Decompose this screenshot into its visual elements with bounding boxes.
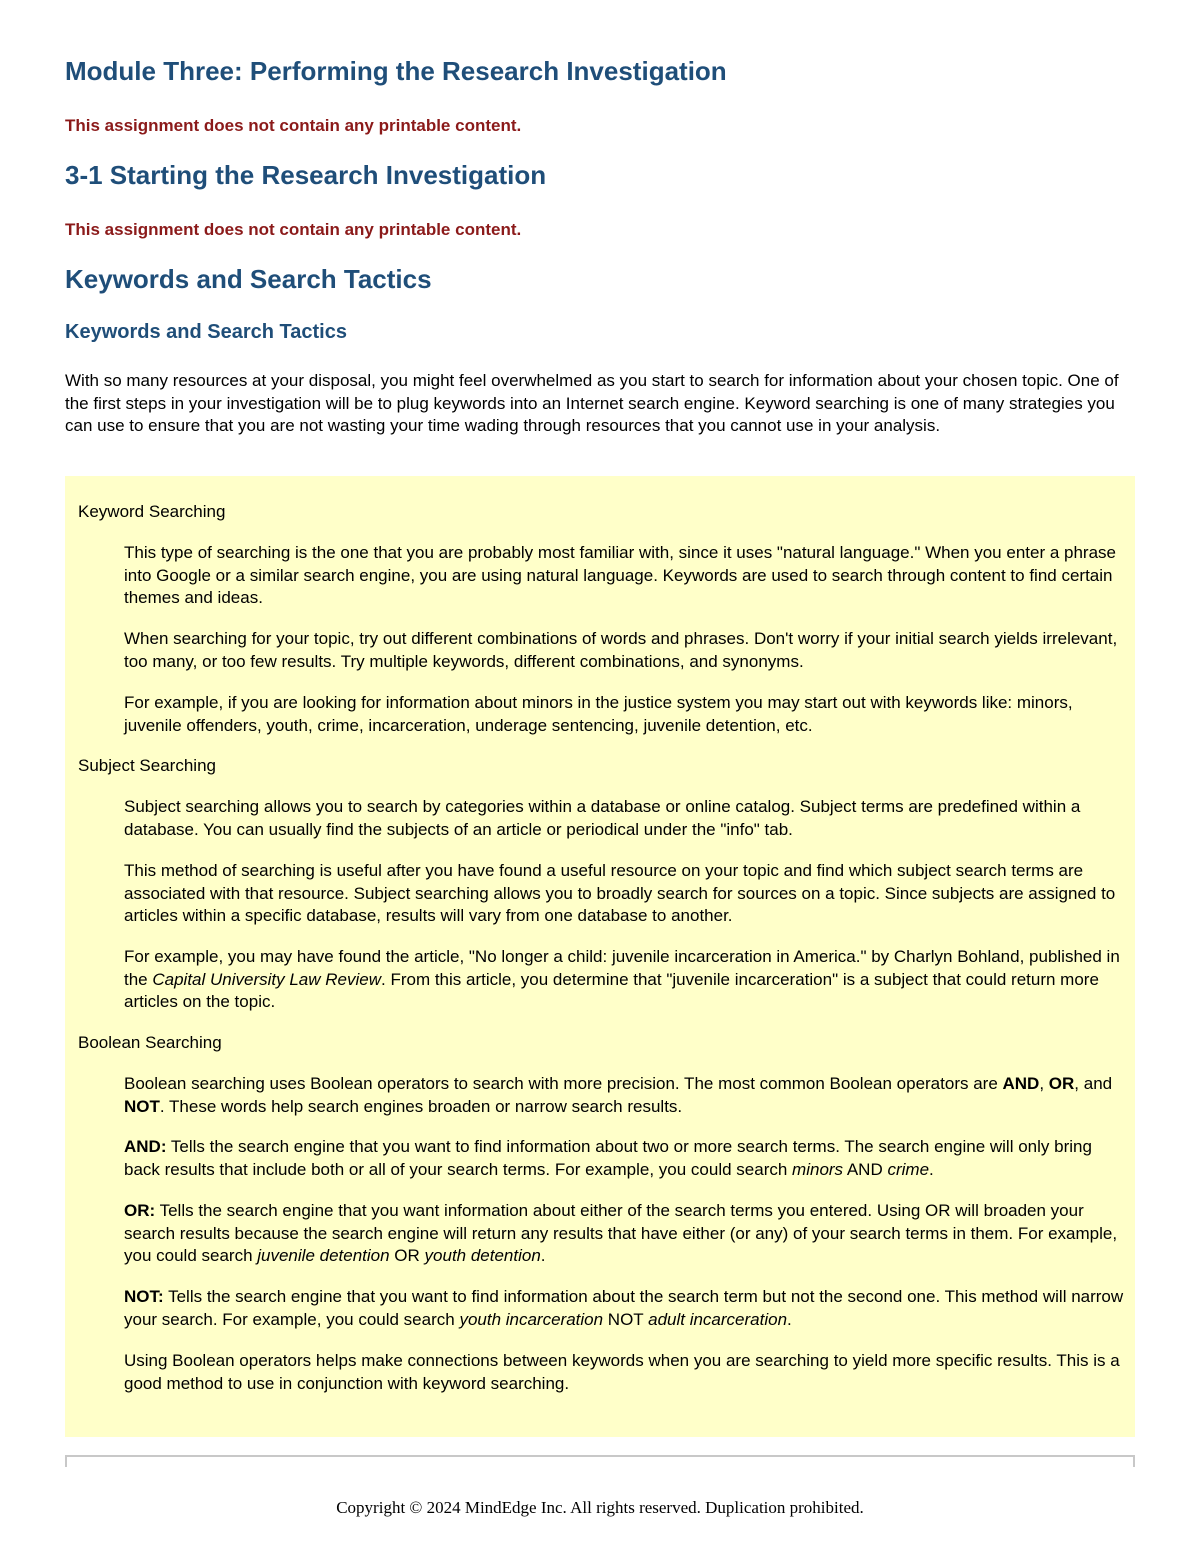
not-operator: NOT xyxy=(603,1309,649,1329)
and-operator: AND xyxy=(843,1159,888,1179)
module-title: Module Three: Performing the Research Investigation xyxy=(65,56,727,86)
boolean-and-paragraph xyxy=(124,1136,1124,1181)
boolean-p1-text-a: Boolean searching uses Boolean operators to search with more precision. The most common Boolean operators are xyxy=(124,1074,1003,1093)
and-term-1: minors xyxy=(792,1159,844,1179)
or-operator: OR xyxy=(389,1246,425,1266)
keyword-paragraph-3: For example, if you are looking for information about minors in the justice system you may start out with keywords like: minors, juvenile offenders, youth, crime, incarceration, underage sentencing, juvenile detention, etc. xyxy=(124,693,1073,735)
journal-title: Capital University Law Review xyxy=(152,969,381,989)
no-printable-content-notice: This assignment does not contain any printable content. xyxy=(65,116,522,135)
footer-divider xyxy=(65,1455,1135,1467)
operator-separator-2: , and xyxy=(1074,1074,1113,1093)
subject-p3-text-b: . From this article, you determine that "juvenile incarceration" is a subject that could return more articles on the topic. xyxy=(124,969,1099,1012)
no-printable-content-notice-2: This assignment does not contain any printable content. xyxy=(65,220,522,239)
not-description: Tells the search engine that you want to find information about the search term but not the second one. This method will narrow your search. For example, you could search xyxy=(124,1287,1124,1329)
and-description: Tells the search engine that you want to find information about two or more search terms. The search engine will only bring back results that include both or all of your search terms. For example, you could search xyxy=(124,1137,1092,1179)
keyword-paragraph-1: This type of searching is the one that you are probably most familiar with, since it uses "natural language." When you enter a phrase into Google or a similar search engine, you are using natural language. Keywords are used to search through content to find certain themes and ideas. xyxy=(124,543,1116,608)
subject-paragraph-1: Subject searching allows you to search by categories within a database or online catalog. Subject terms are predefined within a database. You can usually find the subjects of an article or periodical under the "info" tab. xyxy=(124,797,1081,839)
and-end: . xyxy=(929,1159,934,1179)
keyword-searching-label: Keyword Searching xyxy=(78,502,226,521)
subject-searching-label: Subject Searching xyxy=(78,756,216,775)
boolean-paragraph-5: Using Boolean operators helps make connections between keywords when you are searching to yield more specific results. This is a good method to use in conjunction with keyword searching. xyxy=(124,1351,1120,1393)
search-tactics-callout xyxy=(65,476,1135,1437)
and-term-2: crime xyxy=(887,1159,930,1179)
or-term-2: youth detention xyxy=(424,1246,541,1266)
operator-and: AND xyxy=(1002,1074,1040,1093)
keyword-paragraph-2: When searching for your topic, try out different combinations of words and phrases. Don't worry if your initial search yields irrelevant, too many, or too few results. Try multiple keywords, different combinations, and synonyms. xyxy=(124,629,1118,671)
or-term-1: juvenile detention xyxy=(257,1246,390,1266)
and-label: AND: xyxy=(124,1137,167,1156)
boolean-or-paragraph xyxy=(124,1200,1124,1268)
section-title: Keywords and Search Tactics xyxy=(65,321,347,343)
boolean-paragraph-1 xyxy=(124,1073,1124,1118)
page-title: Keywords and Search Tactics xyxy=(65,264,432,294)
not-label: NOT: xyxy=(124,1287,164,1306)
boolean-not-paragraph xyxy=(124,1286,1124,1331)
or-end: . xyxy=(540,1246,546,1266)
copyright-notice: Copyright © 2024 MindEdge Inc. All rights reserved. Duplication prohibited. xyxy=(336,1498,864,1517)
or-label: OR: xyxy=(124,1201,156,1220)
not-end: . xyxy=(787,1309,792,1329)
intro-paragraph: With so many resources at your disposal, you might feel overwhelmed as you start to search for information about your chosen topic. One of the first steps in your investigation will be to plug keywords into an Internet search engine. Keyword searching is one of many strategies you can use to ensure that you are not wasting your time wading through resources that you cannot use in your analysis. xyxy=(65,371,1119,435)
subject-paragraph-3 xyxy=(124,946,1124,1014)
subject-p3-text-a: For example, you may have found the article, "No longer a child: juvenile incarceration in America." by Charlyn Bohland, published in the xyxy=(124,947,1120,989)
boolean-p1-text-b: . These words help search engines broaden or narrow search results. xyxy=(159,1096,683,1116)
boolean-searching-label: Boolean Searching xyxy=(78,1033,222,1052)
operator-separator-1: , xyxy=(1039,1074,1049,1093)
not-term-2: adult incarceration xyxy=(648,1309,788,1329)
assignment-title: 3-1 Starting the Research Investigation xyxy=(65,160,547,190)
subject-paragraph-2: This method of searching is useful after you have found a useful resource on your topic and find which subject search terms are associated with that resource. Subject searching allows you to broadly search for sources on a topic. Since subjects are assigned to articles within a specific database, results will vary from one database to another. xyxy=(124,861,1116,926)
operator-or: OR xyxy=(1048,1074,1075,1093)
not-term-1: youth incarceration xyxy=(459,1309,604,1329)
operator-not: NOT xyxy=(124,1096,160,1116)
or-description: Tells the search engine that you want information about either of the search terms you entered. Using OR will broaden your search results because the search engine will return any results that have either (or any) of your search terms in them. For example, you could search xyxy=(124,1201,1118,1266)
